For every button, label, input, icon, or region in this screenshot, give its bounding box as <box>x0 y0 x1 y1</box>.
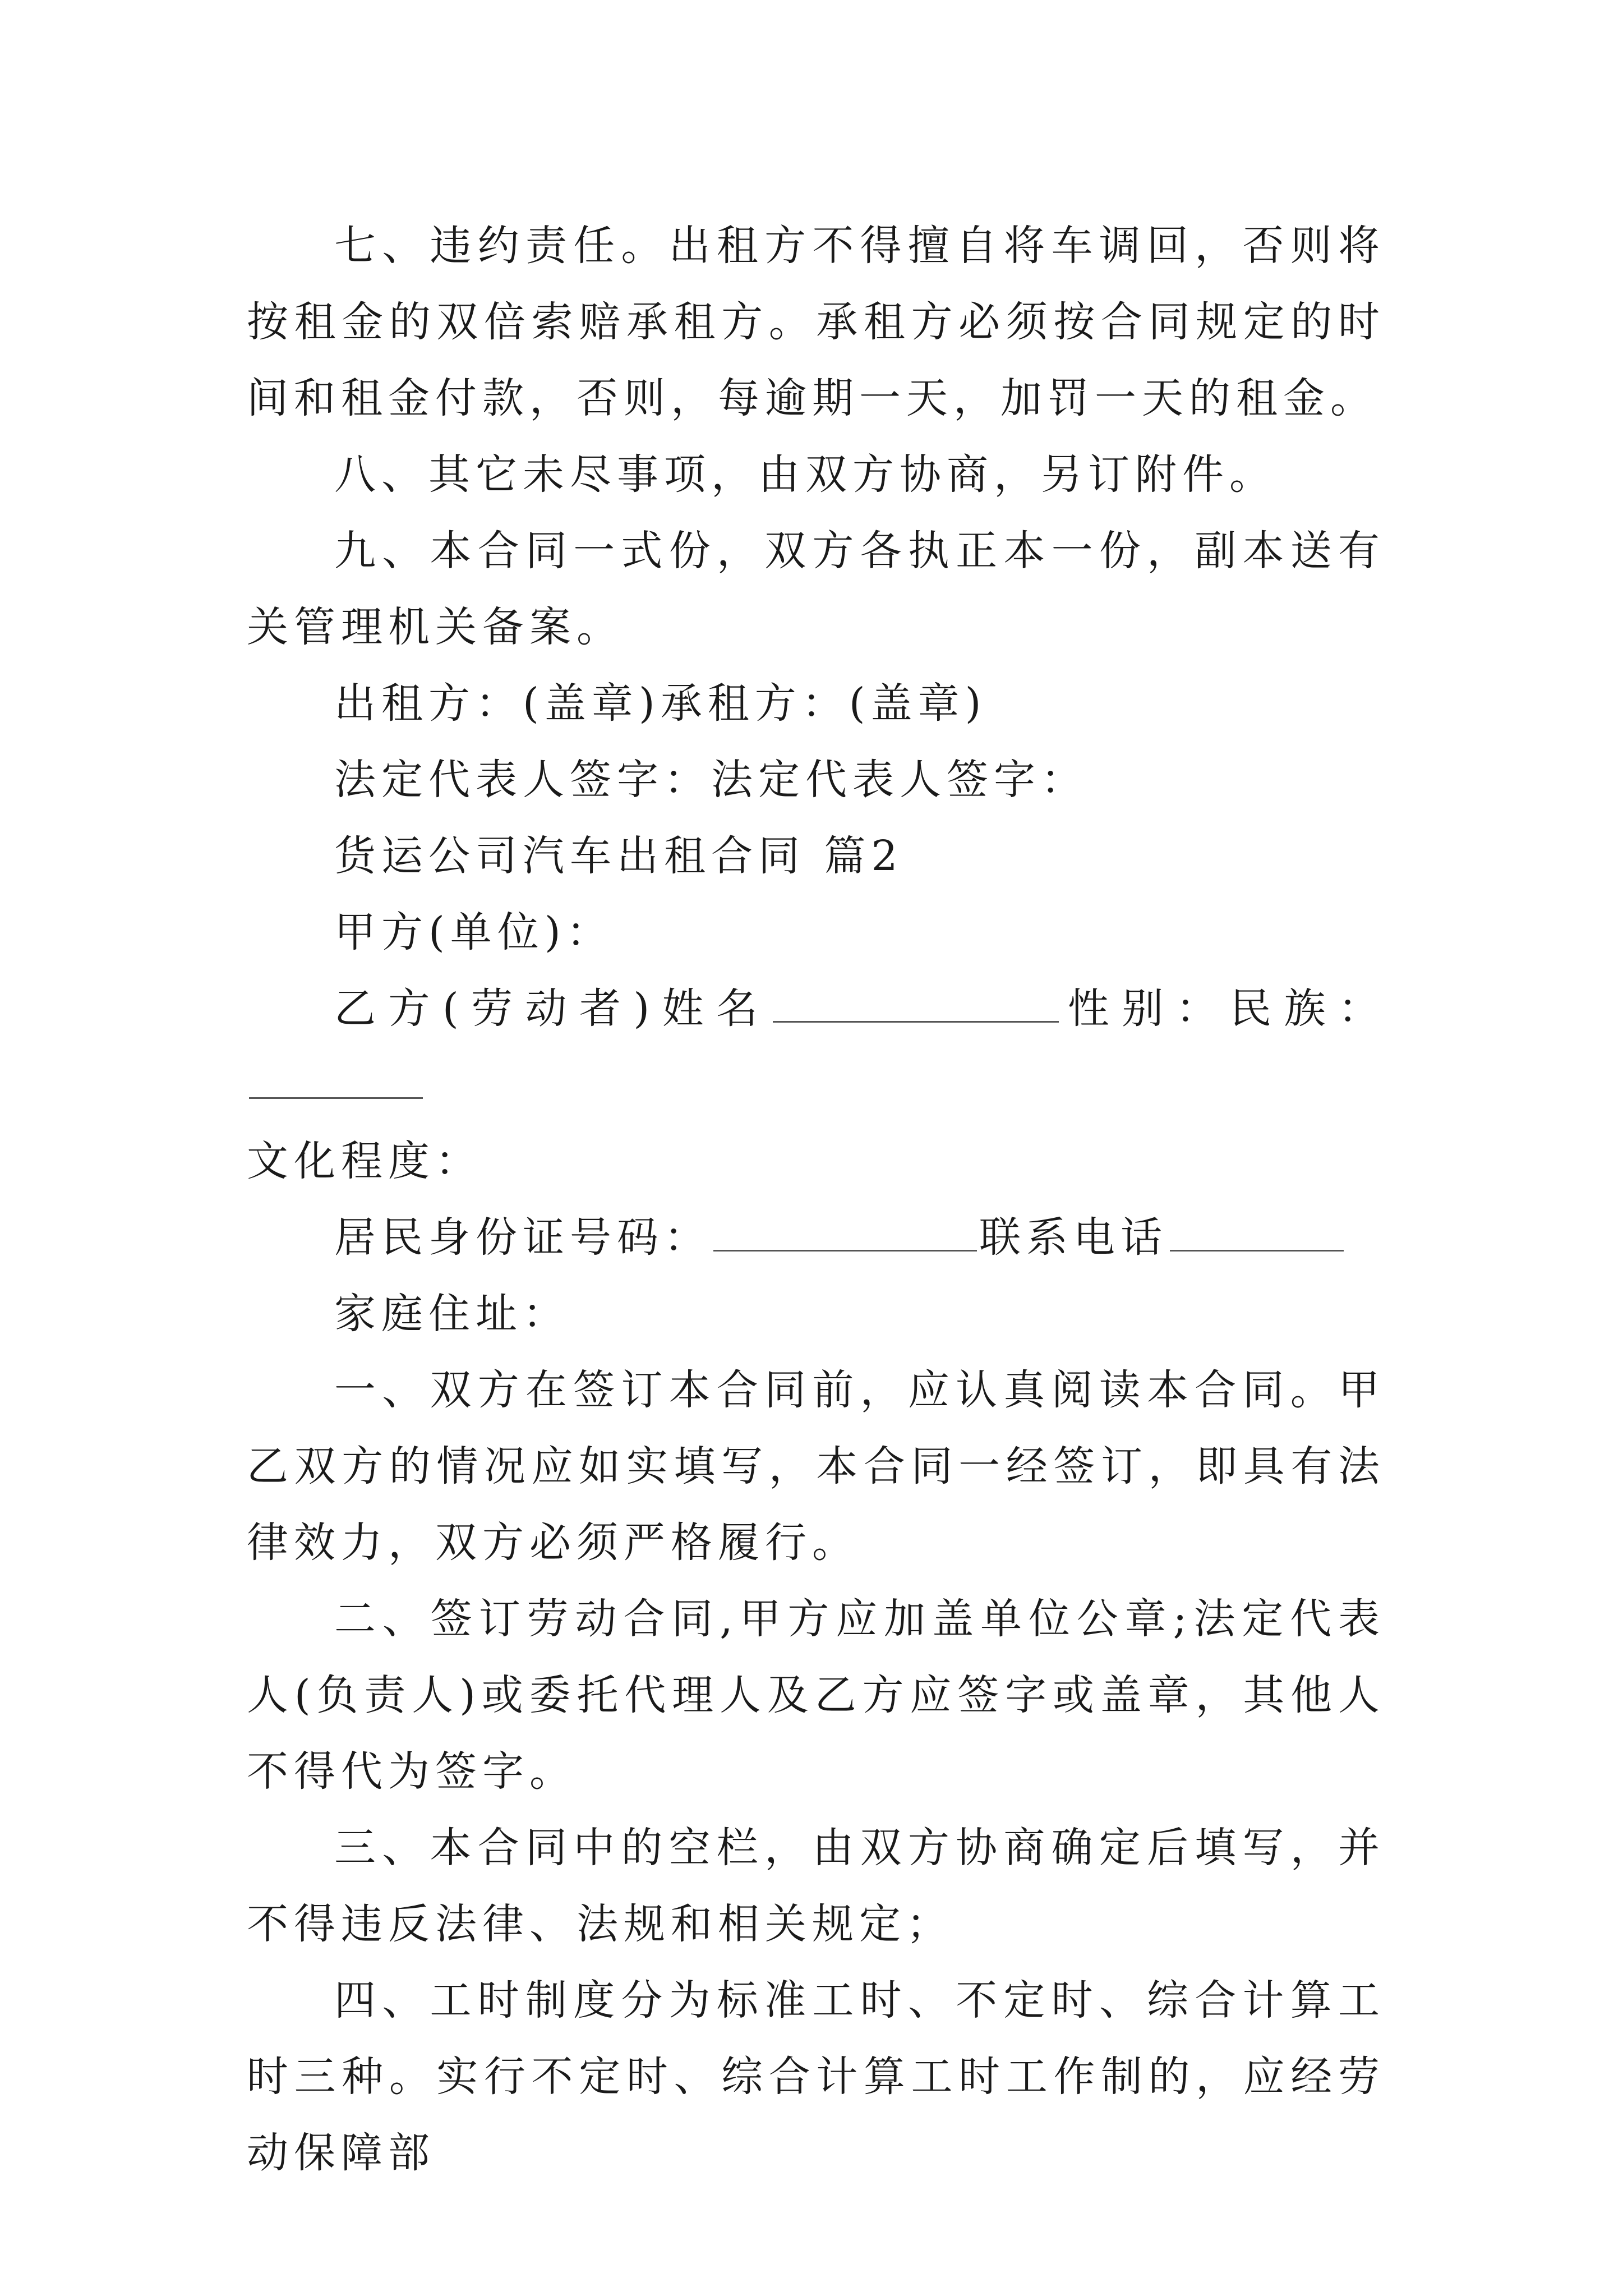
phone-label: 联系电话 <box>979 1213 1168 1262</box>
clause-9-copies: 九、本合同一式份，双方各执正本一份，副本送有关管理机关备案。 <box>247 527 1385 651</box>
education-line: 文化程度： <box>247 1137 482 1185</box>
clause-3-blank-fields: 三、本合同中的空栏，由双方协商确定后填写，并不得违反法律、法规和相关规定； <box>247 1824 1385 1948</box>
home-address-line: 家庭住址： <box>334 1290 570 1338</box>
signature-representative-line: 法定代表人签字：法定代表人签字： <box>334 756 1088 804</box>
party-a-line: 甲方(单位)： <box>334 908 614 956</box>
id-number-blank-field <box>713 1211 977 1251</box>
name-blank-field <box>773 982 1059 1023</box>
phone-blank-field <box>1170 1211 1344 1251</box>
clause-2-signing: 二、签订劳动合同,甲方应加盖单位公章;法定代表人(负责人)或委托代理人及乙方应签字或盖章，其他人不得代为签字。 <box>247 1595 1385 1796</box>
signature-seal-line: 出租方：(盖章)承租方：(盖章) <box>334 679 987 728</box>
clause-4-working-hours: 四、工时制度分为标准工时、不定时、综合计算工时三种。实行不定时、综合计算工时工作制的，应经劳动保障部 <box>247 1976 1385 2177</box>
party-b-info-line <box>247 970 1385 1123</box>
clause-8-other-matters: 八、其它未尽事项，由双方协商，另订附件。 <box>334 450 1276 499</box>
clause-1-read-contract: 一、双方在签订本合同前，应认真阅读本合同。甲乙双方的情况应如实填写，本合同一经签订，即具有法律效力，双方必须严格履行。 <box>247 1366 1385 1567</box>
document-body <box>247 208 1385 2191</box>
gender-ethnic-label: 性别：民族： <box>1061 984 1385 1033</box>
clause-7-breach-liability: 七、违约责任。出租方不得擅自将车调回，否则将按租金的双倍索赔承租方。承租方必须按合同规定的时间和租金付款，否则，每逾期一天，加罚一天的租金。 <box>247 222 1385 422</box>
ethnic-blank-field <box>249 1058 423 1099</box>
party-b-name-label: 乙方(劳动者)姓名 <box>334 984 771 1033</box>
section-title-part-2: 货运公司汽车出租合同 篇2 <box>334 832 903 880</box>
id-number-label: 居民身份证号码： <box>334 1213 711 1262</box>
id-phone-line <box>247 1199 1385 1276</box>
